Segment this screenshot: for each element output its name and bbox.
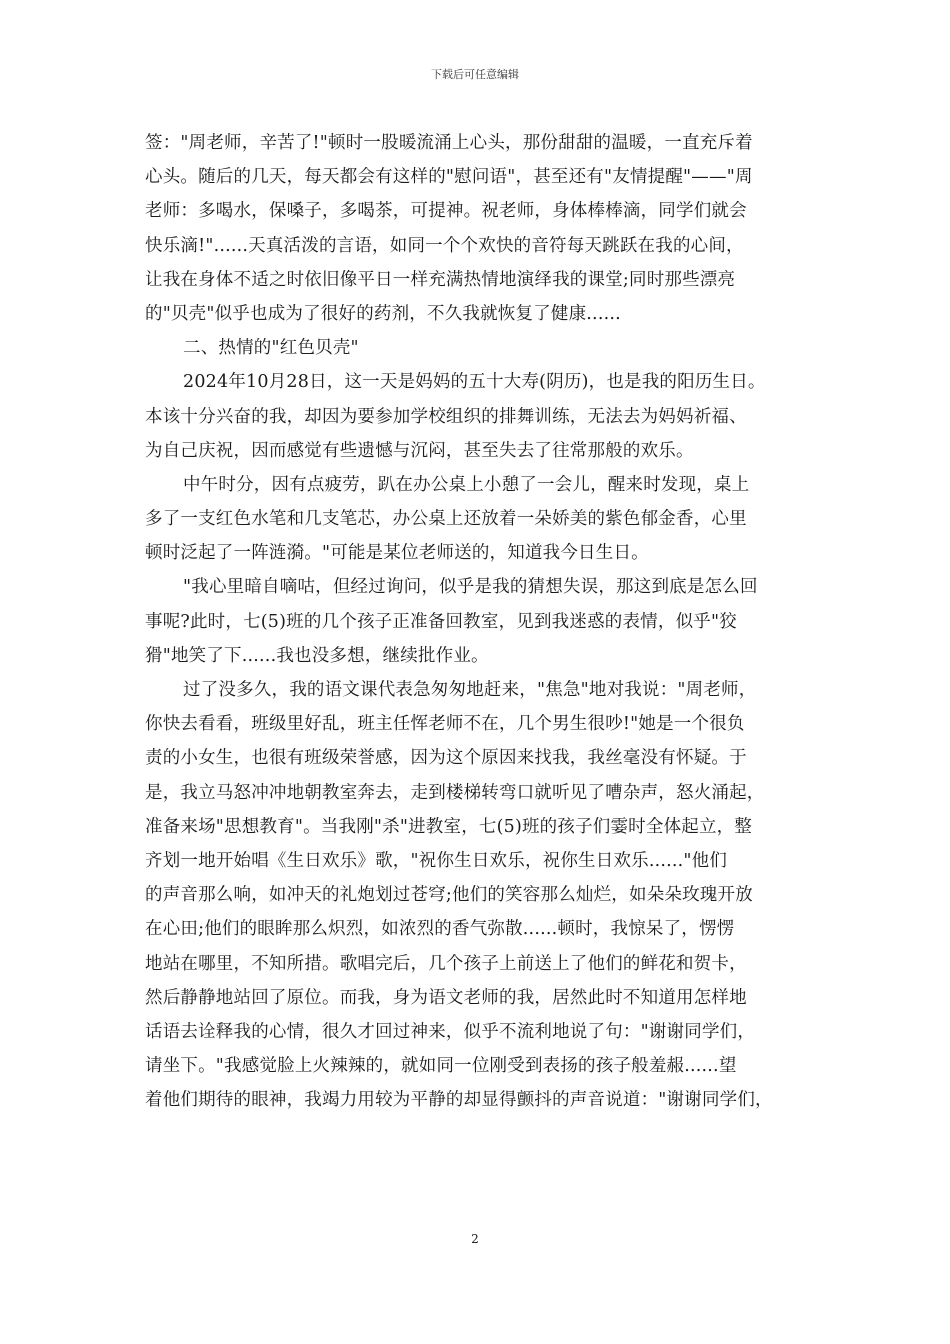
text-line: 准备来场"思想教育"。当我刚"杀"进教室，七(5)班的孩子们霎时全体起立，整 bbox=[145, 816, 753, 837]
text-line: 二、热情的"红色贝壳" bbox=[183, 338, 359, 359]
text-line: 然后静静地站回了原位。而我，身为语文老师的我，居然此时不知道用怎样地 bbox=[145, 987, 747, 1008]
text-line: 签："周老师，辛苦了!"顿时一股暖流涌上心头，那份甜甜的温暖，一直充斥着 bbox=[145, 133, 753, 153]
text-line: 责的小女生，也很有班级荣誉感，因为这个原因来找我，我丝毫没有怀疑。于 bbox=[145, 748, 747, 769]
text-line: 老师：多喝水，保嗓子，多喝茶，可提神。祝老师，身体棒棒滴，同学们就会 bbox=[145, 201, 747, 222]
text-line: 的"贝壳"似乎也成为了很好的药剂，不久我就恢复了健康...... bbox=[145, 303, 621, 324]
text-line: 过了没多久，我的语文课代表急匆匆地赶来，"焦急"地对我说："周老师， bbox=[183, 680, 757, 700]
text-line: 快乐滴!"......天真活泼的言语，如同一个个欢快的音符每天跳跃在我的心间， bbox=[145, 235, 744, 256]
text-line: 中午时分，因有点疲劳，趴在办公桌上小憩了一会儿，醒来时发现，桌上 bbox=[183, 474, 750, 495]
text-line: 让我在身体不适之时依旧像平日一样充满热情地演绎我的课堂;同时那些漂亮 bbox=[145, 269, 736, 290]
text-line: 事呢?此时，七(5)班的几个孩子正准备回教室，见到我迷惑的表情，似乎"狡 bbox=[145, 611, 737, 632]
text-line: 齐划一地开始唱《生日欢乐》歌，"祝你生日欢乐，祝你生日欢乐......"他们 bbox=[145, 850, 728, 871]
text-line: 你快去看看，班级里好乱，班主任恽老师不在，几个男生很吵!"她是一个很负 bbox=[145, 714, 745, 735]
text-line: 是，我立马怒冲冲地朝教室奔去，走到楼梯转弯口就听见了嘈杂声，怒火涌起， bbox=[145, 782, 765, 803]
text-line: 请坐下。"我感觉脸上火辣辣的，就如同一位刚受到表扬的孩子般羞赧......望 bbox=[145, 1056, 737, 1077]
document-body bbox=[145, 126, 820, 1117]
text-line: 地站在哪里，不知所措。歌唱完后，几个孩子上前送上了他们的鲜花和贺卡， bbox=[145, 953, 747, 974]
text-line: 顿时泛起了一阵涟漪。"可能是某位老师送的，知道我今日生日。 bbox=[145, 543, 649, 564]
text-line: 猾"地笑了下......我也没多想，继续批作业。 bbox=[145, 645, 489, 666]
text-line: 为自己庆祝，因而感觉有些遗憾与沉闷，甚至失去了往常那般的欢乐。 bbox=[145, 440, 694, 461]
page-header: 下载后可任意编辑 bbox=[431, 68, 519, 81]
text-line: 心头。随后的几天，每天都会有这样的"慰问语"，甚至还有"友情提醒"——"周 bbox=[145, 167, 753, 188]
text-line: 着他们期待的眼神，我竭力用较为平静的却显得颤抖的声音说道："谢谢同学们， bbox=[145, 1090, 773, 1111]
text-line: 在心田;他们的眼眸那么炽烈，如浓烈的香气弥散......顿时，我惊呆了，愣愣 bbox=[145, 919, 735, 940]
text-line: "我心里暗自嘀咕，但经过询问，似乎是我的猜想失误，那这到底是怎么回 bbox=[183, 577, 758, 598]
text-line: 多了一支红色水笔和几支笔芯，办公桌上还放着一朵娇美的紫色郁金香，心里 bbox=[145, 509, 747, 530]
text-line: 本该十分兴奋的我，却因为要参加学校组织的排舞训练，无法去为妈妈祈福、 bbox=[145, 406, 747, 427]
text-line: 的声音那么响，如冲天的礼炮划过苍穹;他们的笑容那么灿烂，如朵朵玫瑰开放 bbox=[145, 885, 753, 906]
page-number: 2 bbox=[471, 1232, 479, 1246]
text-line: 话语去诠释我的心情，很久才回过神来，似乎不流利地说了句："谢谢同学们， bbox=[145, 1021, 756, 1042]
text-line: 2024年10月28日，这一天是妈妈的五十大寿(阴历)，也是我的阳历生日。 bbox=[183, 372, 766, 393]
